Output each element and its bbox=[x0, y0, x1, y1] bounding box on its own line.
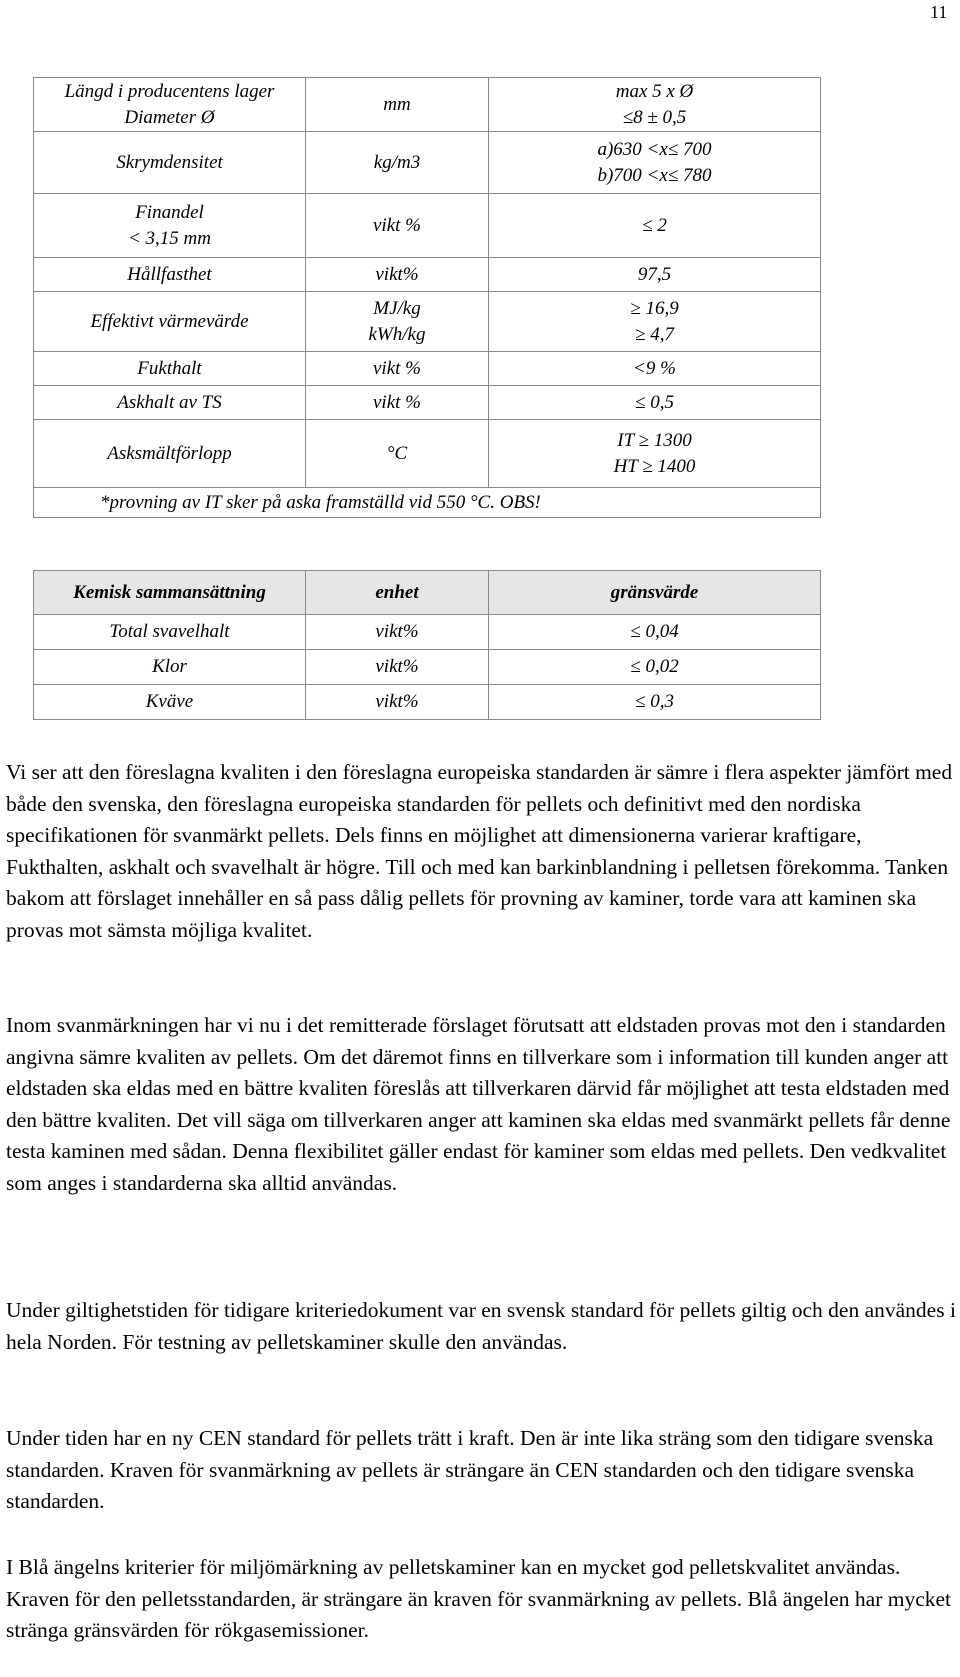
cell-line: IT ≥ 1300 bbox=[617, 429, 692, 451]
property-cell bbox=[34, 194, 306, 258]
component-cell: Total svavelhalt bbox=[34, 615, 306, 650]
cell-line: Effektivt värmevärde bbox=[90, 310, 249, 332]
table-note-row bbox=[34, 488, 821, 518]
unit-cell: vikt% bbox=[306, 685, 489, 720]
property-cell bbox=[34, 258, 306, 292]
cell-line: ≥ 16,9 bbox=[630, 297, 679, 319]
cell-line: ≤ 0,5 bbox=[635, 391, 674, 413]
paragraph: I Blå ängelns kriterier för miljömärkning av pelletskaminer kan en mycket god pelletskvalitet användas. Kraven för den pelletsstandarden, är strängare än kraven för svanmärkning av pellets. Blå ängelen har mycket stränga gränsvärden för rökgasemissioner. bbox=[6, 1555, 952, 1642]
table-row bbox=[34, 685, 821, 720]
table-row bbox=[34, 615, 821, 650]
column-header: gränsvärde bbox=[489, 571, 821, 615]
unit-cell bbox=[306, 386, 489, 420]
unit-cell: vikt% bbox=[306, 615, 489, 650]
cell-line: < 3,15 mm bbox=[127, 227, 211, 249]
value-cell bbox=[489, 292, 821, 352]
cell-line: <9 % bbox=[633, 357, 676, 379]
cell-line: ≤8 ± 0,5 bbox=[622, 106, 687, 128]
property-cell bbox=[34, 292, 306, 352]
cell-line: Hållfasthet bbox=[127, 263, 212, 285]
table-row bbox=[34, 650, 821, 685]
unit-cell bbox=[306, 258, 489, 292]
page-number: 11 bbox=[930, 2, 948, 22]
cell-line: max 5 x Ø bbox=[615, 80, 694, 102]
cell-line: vikt % bbox=[372, 357, 421, 379]
limit-cell: ≤ 0,04 bbox=[489, 615, 821, 650]
property-cell bbox=[34, 386, 306, 420]
table-row bbox=[34, 194, 821, 258]
value-cell bbox=[489, 78, 821, 132]
pellet-spec-table bbox=[33, 77, 821, 518]
unit-cell bbox=[306, 132, 489, 194]
component-cell: Kväve bbox=[34, 685, 306, 720]
cell-line: vikt% bbox=[375, 263, 419, 285]
value-cell bbox=[489, 352, 821, 386]
cell-line: 97,5 bbox=[637, 263, 672, 285]
cell-line: Skrymdensitet bbox=[116, 151, 223, 173]
table-row bbox=[34, 386, 821, 420]
cell-line: vikt % bbox=[372, 214, 421, 236]
unit-cell bbox=[306, 194, 489, 258]
value-cell bbox=[489, 386, 821, 420]
cell-line: HT ≥ 1400 bbox=[613, 455, 696, 477]
limit-cell: ≤ 0,3 bbox=[489, 685, 821, 720]
paragraph: Under tiden har en ny CEN standard för pellets trätt i kraft. Den är inte lika sträng som den tidigare svenska standarden. Kraven för svanmärkning av pellets är strängare än CEN standarden och den tidigare svenska standarden. bbox=[6, 1426, 934, 1513]
cell-line: Längd i producentens lager bbox=[64, 80, 275, 102]
cell-line: Finandel bbox=[135, 201, 204, 223]
cell-line: mm bbox=[383, 93, 411, 115]
table-row bbox=[34, 258, 821, 292]
cell-line: °C bbox=[386, 442, 408, 464]
property-cell bbox=[34, 352, 306, 386]
cell-line: Asksmältförlopp bbox=[107, 442, 232, 464]
unit-cell bbox=[306, 420, 489, 488]
table-row bbox=[34, 352, 821, 386]
unit-cell bbox=[306, 292, 489, 352]
cell-line: Fukthalt bbox=[137, 357, 202, 379]
unit-cell bbox=[306, 352, 489, 386]
cell-line: b)700 <x≤ 780 bbox=[597, 164, 712, 186]
property-cell bbox=[34, 78, 306, 132]
table-row bbox=[34, 420, 821, 488]
unit-cell bbox=[306, 78, 489, 132]
cell-line: a)630 <x≤ 700 bbox=[597, 138, 712, 160]
component-cell: Klor bbox=[34, 650, 306, 685]
table-row bbox=[34, 132, 821, 194]
table-header-row bbox=[34, 571, 821, 615]
cell-line: ≤ 2 bbox=[642, 214, 667, 236]
cell-line: kWh/kg bbox=[368, 323, 426, 345]
table-row bbox=[34, 292, 821, 352]
cell-line: ≥ 4,7 bbox=[635, 323, 674, 345]
cell-line: Askhalt av TS bbox=[117, 391, 222, 413]
paragraph: Under giltighetstiden för tidigare kriteriedokument var en svensk standard för pellets giltig och den användes i hela Norden. För testning av pelletskaminer skulle den användas. bbox=[6, 1298, 956, 1354]
paragraph: Vi ser att den föreslagna kvaliten i den föreslagna europeiska standarden är sämre i flera aspekter jämfört med både den svenska, den föreslagna europeiska standarden för pellets och definitivt med den nordiska specifikationen för svanmärkt pellets. Dels finns en möjlighet att dimensionerna varierar kraftigare, Fukthalten, askhalt och svavelhalt är högre. Till och med kan barkinblandning i pelletsen förekomma. Tanken bakom att förslaget innehåller en så pass dålig pellets för provning av kaminer, torde vara att kaminen ska provas mot sämsta möjliga kvalitet. bbox=[6, 760, 953, 942]
value-cell bbox=[489, 132, 821, 194]
property-cell bbox=[34, 132, 306, 194]
cell-line: kg/m3 bbox=[373, 151, 421, 173]
table-note: *provning av IT sker på aska framställd vid 550 °C. OBS! bbox=[34, 488, 821, 518]
cell-line: MJ/kg bbox=[373, 297, 421, 319]
column-header: enhet bbox=[306, 571, 489, 615]
cell-line: Diameter Ø bbox=[124, 106, 215, 128]
unit-cell: vikt% bbox=[306, 650, 489, 685]
value-cell bbox=[489, 194, 821, 258]
limit-cell: ≤ 0,02 bbox=[489, 650, 821, 685]
cell-line: vikt % bbox=[372, 391, 421, 413]
value-cell bbox=[489, 420, 821, 488]
value-cell bbox=[489, 258, 821, 292]
column-header: Kemisk sammansättning bbox=[34, 571, 306, 615]
property-cell bbox=[34, 420, 306, 488]
paragraph: Inom svanmärkningen har vi nu i det remitterade förslaget förutsatt att eldstaden provas mot den i standarden angivna sämre kvaliten av pellets. Om det däremot finns en tillverkare som i information till kunden anger att eldstaden ska eldas med en bättre kvaliten föreslås att tillverkaren därvid får möjlighet att testa eldstaden med den bättre kvaliten. Det vill säga om tillverkaren anger att kaminen ska eldas med svanmärkt pellets får denne testa kaminen med sådan. Denna flexibilitet gäller endast för kaminer som eldas med pellets. Den vedkvalitet som anges i standarderna ska alltid användas. bbox=[6, 1013, 951, 1195]
chemical-composition-table bbox=[33, 570, 821, 720]
table-row bbox=[34, 78, 821, 132]
